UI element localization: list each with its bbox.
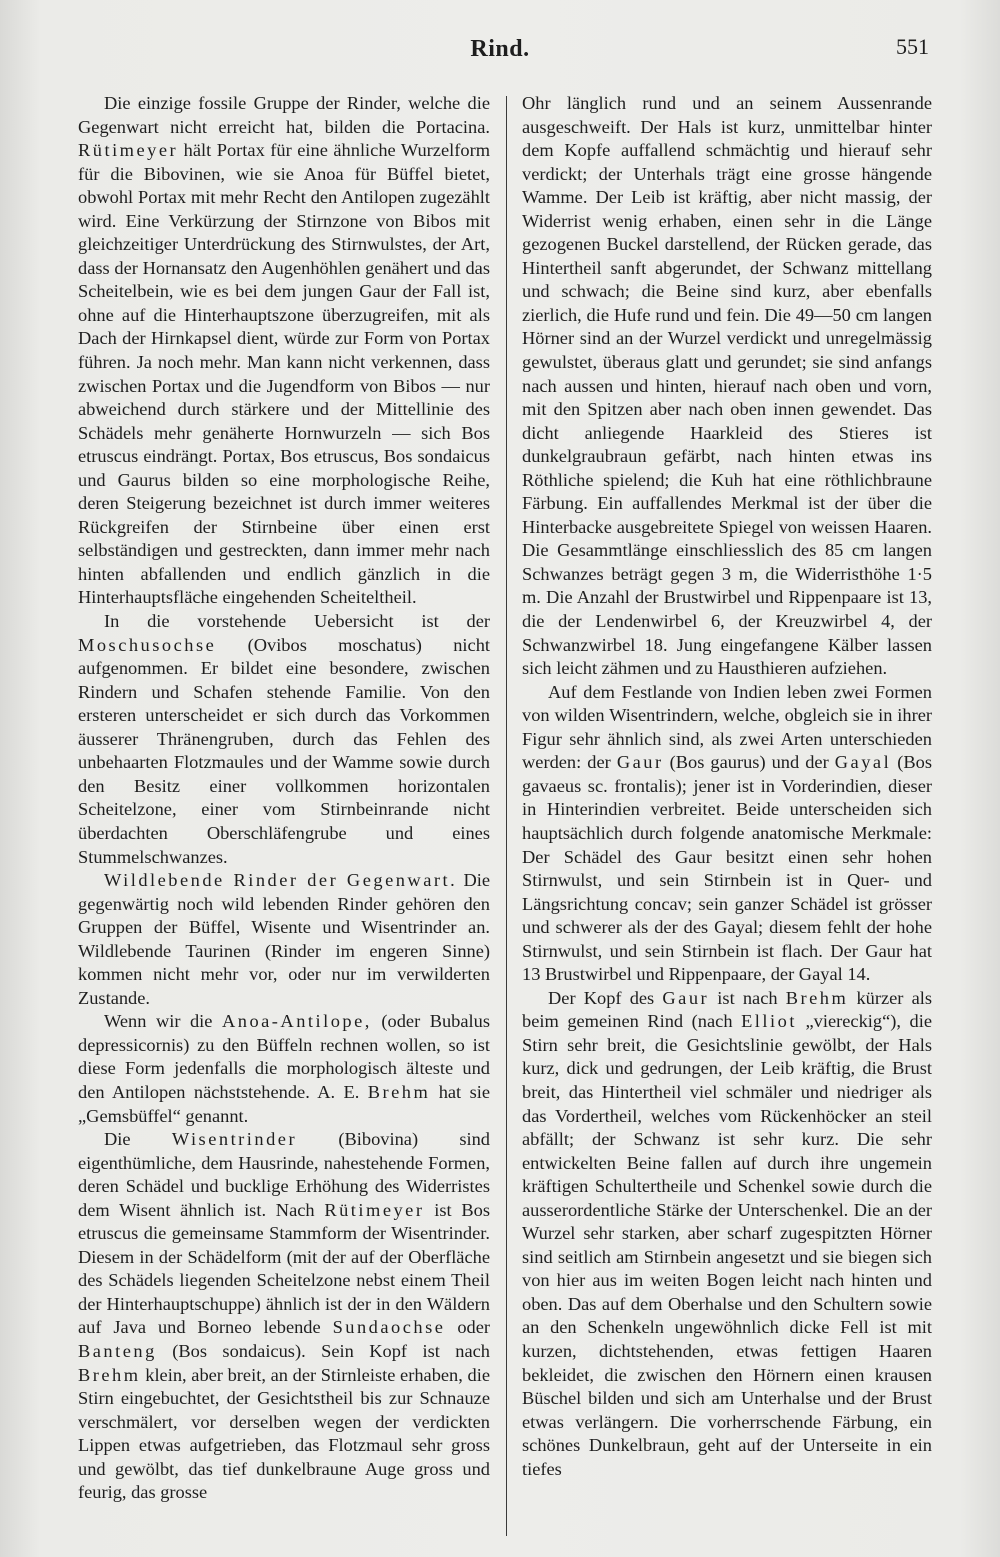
text-run: (Bos sondaicus). Sein Kopf ist nach [156,1340,490,1361]
text-run: (oder Bubalus depressicornis) zu den Büffeln rechnen wollen, so ist diese Form jedenfalls die morphologisch älteste und den Antilopen nächststehende. A. E. [78,1011,491,1102]
right-text-column [522,92,932,1517]
paragraph-continued [522,92,932,681]
text-run: (Bos gavaeus sc. frontalis); jener ist in Vorderindien, dieser in Hinterindien verbreitet. Beide unterscheiden sich hauptsächlich durch folgende anatomische Merkmale: Der Schädel des Gaur besitzt einen sehr hohen Stirnwulst, und sein Stirnbein ist in Quer- und Längsrichtung concav; sein ganzer Schädel ist grösser und schwerer als der des Gayal; diesem fehlt der hohe Stirnwulst, und sein Stirnbein ist flach. Der Gaur hat 13 Brustwirbel und Rippenpaare, der Gayal 14. [522,752,932,985]
emphasized-text: Rütimeyer [324,1199,425,1220]
paragraph [78,1010,490,1128]
column-divider [506,96,507,1536]
emphasized-text: Brehm [785,987,849,1008]
emphasized-text: Moschusochse [78,634,217,655]
text-run: Auf dem Festlande von Indien leben zwei Formen von wilden Wisentrindern, welche, obgleich sie in ihrer Figur sehr ähnlich sind, als zwei Arten unterschieden werden: der [522,681,932,773]
text-run: Der Kopf des [548,987,663,1008]
running-title: Rind. [470,36,530,62]
paragraph [522,987,932,1481]
text-run: Die einzige fossile Gruppe der Rinder, welche die Gegenwart nicht erreicht hat, bilden die Portacina. [78,93,490,137]
text-run: Die [104,1129,172,1150]
text-run: In die vorstehende Uebersicht ist der [104,611,490,632]
emphasized-text: Banteng [78,1340,157,1361]
text-run: oder [445,1317,490,1338]
text-run: Wenn wir die [104,1011,222,1032]
emphasized-text: Brehm [367,1081,431,1102]
text-run: kürzer als beim gemeinen Rind (nach [522,987,933,1032]
text-run: klein, aber breit, an der Stirnleiste erhaben, die Stirn eingebuchtet, der Gesichtstheil bis zur Schnauze verschmälert, vor derselben wegen der verdickten Lippen etwas aufgetrieben, das Flotzmaul sehr gross und gewölbt, das tief dunkelbraune Auge gross und feurig, das grosse [78,1364,490,1503]
left-text-column [78,92,490,1517]
emphasized-text: Elliot [741,1011,797,1032]
emphasized-text: Wisentrinder [171,1129,298,1150]
text-run: ist nach [709,987,786,1008]
emphasized-text: Anoa-Antilope, [221,1011,372,1032]
text-run: ist Bos etruscus die gemeinsame Stammform der Wisentrinder. Diesem in der Schädelform (mit der auf der Oberfläche des Schädels liegenden Scheitelzone nebst einem Theil der Hinterhauptschuppe) ähnlich ist der in den Wäldern auf Java und Borneo lebende [78,1199,490,1338]
page-number: 551 [896,34,929,59]
paragraph [78,610,490,869]
emphasized-text: Rütimeyer [78,140,179,161]
paragraph [78,92,490,610]
text-run: Ohr länglich rund und an seinem Aussenrande ausgeschweift. Der Hals ist kurz, unmittelbar hinter dem Kopfe auffallend schmächtig und hierauf sehr verdickt; der Unterhals trägt eine grosse hängende Wamme. Der Leib ist kräftig, aber nicht massig, der Widerrist wenig erhaben, einen sehr in die Länge gezogenen Buckel darstellend, der Rücken gerade, das Hintertheil sanft abgerundet, der Schwanz mittellang und schwach; die Beine sind kurz, aber ebenfalls zierlich, die Hufe rund und fein. Die 49—50 cm langen Hörner sind an der Wurzel verdickt und unregelmässig gewulstet, überaus glatt und gerundet; sie sind anfangs nach aussen und hinten, hierauf nach oben und vorn, mit den Spitzen aber nach oben innen gewendet. Das dicht anliegende Haarkleid des Stieres ist dunkelgraubraun gefärbt, nach hinten etwas ins Röthliche spielend; die Kuh hat eine röthlichbraune Färbung. Ein auffallendes Merkmal ist der über die Hinterbacke ausgebreitete Spiegel von weissen Haaren. Die Gesammtlänge einschliesslich des 85 cm langen Schwanzes beträgt gegen 3 m, die Widerristhöhe 1·5 m. Die Anzahl der Brustwirbel und Rippenpaare ist 13, die der Lendenwirbel 6, der Kreuzwirbel 4, der Schwanzwirbel 18. Jung eingefangene Kälber lassen sich leicht zähmen und zu Hausthieren aufziehen. [522,93,932,679]
text-run: Die gegenwärtig noch wild lebenden Rinder gehören den Gruppen der Büffel, Wisente und Wisentrinder an. Wildlebende Taurinen (Rinder im engeren Sinne) kommen nicht mehr vor, oder nur im verwilderten Zustande. [78,870,490,1008]
text-run: (Bibovina) sind eigenthümliche, dem Hausrinde, nahestehende Formen, deren Schädel und bucklige Erhöhung des Widerristes dem Wisent ähnlich ist. Nach [78,1129,490,1220]
paragraph [522,681,932,987]
emphasized-text: Brehm [78,1364,141,1385]
text-run: (Ovibos moschatus) nicht aufgenommen. Er bildet eine besondere, zwischen Rindern und Schafen stehende Familie. Von den ersteren unterscheidet er sich durch das Vorkommen äusserer Thränengruben, durch das Fehlen des unbehaarten Flotzmaules und der Wamme sowie durch den Besitz einer vollkommen horizontalen Scheitelzone, einer vom Stirnbeinrande nicht überdachten Oberschläfengrube und eines Stummelschwanzes. [78,634,490,867]
text-run: (Bos gaurus) und der [663,752,835,773]
text-run: hält Portax für eine ähnliche Wurzelform für die Bibovinen, wie sie Anoa für Büffel bietet, obwohl Portax mit mehr Recht den Antilopen zugezählt wird. Eine Verkürzung der Stirnzone von Bibos mit gleichzeitiger Unterdrückung des Stirnwulstes, der Art, dass der Hornansatz den Augenhöhlen genähert und das Scheitelbein, wie es bei dem jungen Gaur der Fall ist, ohne auf die Hinterhauptszone überzugreifen, mit als Dach der Hirnkapsel dient, würde zur Form von Portax führen. Ja noch mehr. Man kann nicht verkennen, dass zwischen Portax und die Jugendform von Bibos — nur abweichend durch stärkere und der Mittellinie des Schädels mehr genäherte Hornwurzeln — sich Bos etruscus eindrängt. Portax, Bos etruscus, Bos sondaicus und Gaurus bilden so eine morphologische Reihe, deren Steigerung bezeichnet ist durch immer weiteres Rückgreifen der Stirnbeine über einen erst selbständigen und gestreckten, dann immer mehr nach hinten abfallenden und endlich gänzlich in die Hinterhauptsfläche eingehenden Scheiteltheil. [78,140,490,608]
emphasized-text: Gaur [616,752,664,773]
emphasized-text: Sundaochse [332,1317,446,1338]
emphasized-text: Gaur [662,987,710,1008]
emphasized-text: Gayal [834,752,892,773]
text-run: „viereckig“), die Stirn sehr breit, die Gesichtslinie gewölbt, der Hals kurz, dick und gedrungen, der Leib kräftig, die Brust breit, das Hintertheil viel schmäler und niedriger als das Vordertheil, welches vom Rückenhöcker an steil abfällt; der Schwanz ist sehr kurz. Die sehr entwickelten Beine fallen auf durch ihre ungemein kräftigen Schultertheile und Schenkel sowie durch die ausserordentliche Stärke der Unterschenkel. Die an der Wurzel sehr starken, aber scharf zugespitzten Hörner sind seitlich am Stirnbein angesetzt und sie biegen sich von hier aus im weiten Bogen leicht nach hinten und oben. Das auf dem Oberhalse und den Schultern sowie an den Schenkeln ungewöhnlich dicke Fell ist mit kurzen, dichtstehenden, etwas fettigen Haaren bekleidet, die zwischen den Hörnern einen krausen Büschel bilden und sich am Unterhalse und der Brust etwas verlängern. Die vorherrschende Färbung, ein schönes Dunkelbraun, geht auf der Unterseite in ein tiefes [522,1011,932,1479]
paragraph [78,869,490,1010]
emphasized-text: Wildlebende Rinder der Gegenwart. [104,870,458,891]
paragraph [78,1128,490,1505]
text-run: hat sie „Gemsbüffel“ genannt. [78,1081,491,1126]
